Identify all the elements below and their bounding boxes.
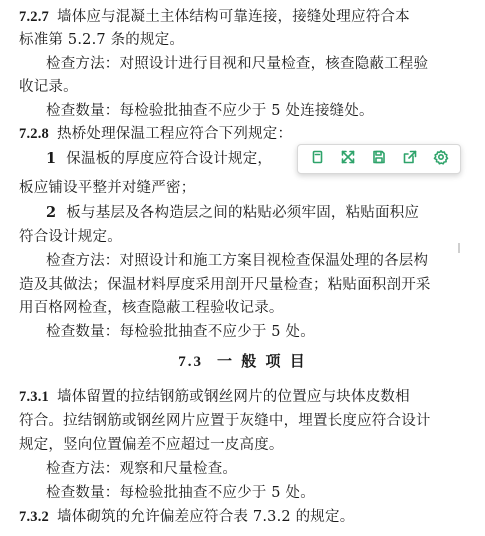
floating-toolbar: [297, 144, 461, 174]
list-item-text: 符合设计规定。: [19, 229, 122, 245]
list-item-text: 保温板的厚度应符合设计规定，: [66, 151, 273, 167]
inspection-method-line-1: [46, 53, 475, 75]
inspection-method-text: 检查方法：观察和尺量检查。: [46, 461, 238, 477]
share-icon: [402, 149, 418, 169]
settings-button[interactable]: [429, 147, 453, 171]
copy-icon: [309, 149, 325, 169]
clause-text: 标准第 5.2.7 条的规定。: [19, 32, 185, 48]
inspection-method-line-3: [19, 297, 475, 319]
section-title: 一 般 项 目: [217, 352, 307, 370]
inspection-method-text: 收记录。: [19, 79, 78, 95]
list-item-number: 1: [46, 150, 57, 167]
clause-text: 墙体留置的拉结钢筋或钢丝网片的位置应与块体皮数相: [57, 389, 410, 405]
inspection-method-text: 检查方法：对照设计进行目视和尺量检查，核查隐蔽工程验: [46, 56, 429, 72]
clause-7-2-7-line-2: [19, 29, 475, 51]
inspection-quantity-text: 检查数量：每检验批抽查不应少于 5 处。: [46, 485, 315, 501]
clause-7-3-1-line-1: [19, 386, 475, 408]
list-item-2: [46, 202, 475, 224]
list-item-text: 板应铺设平整并对缝严密；: [19, 180, 196, 196]
clause-text: 规定，竖向位置偏差不应超过一皮高度。: [19, 437, 284, 453]
clause-7-3-1-line-2: [19, 410, 475, 432]
inspection-method-line-2: [19, 76, 475, 98]
clause-7-3-1-line-3: [19, 434, 475, 456]
section-number: 7.3: [178, 354, 204, 370]
inspection-method-text: 造及其做法；保温材料厚度采用剖开尺量检查；粘贴面积剖开采: [19, 277, 431, 293]
clause-7-2-7-line-1: [19, 6, 475, 28]
save-icon: [371, 149, 387, 169]
inspection-method-text: 用百格网检查，核查隐蔽工程验收记录。: [19, 300, 284, 316]
inspection-method-line-2: [19, 274, 475, 296]
scan-mark: [458, 243, 460, 253]
list-item-2-continued: [19, 226, 475, 248]
clause-text: 热桥处理保温工程应符合下列规定：: [57, 126, 293, 142]
copy-button[interactable]: [305, 147, 329, 171]
inspection-quantity: [46, 100, 475, 122]
inspection-method-text: 检查方法：对照设计和施工方案目视检查保温处理的各层构: [46, 253, 429, 269]
clause-number: 7.3.2: [19, 509, 49, 525]
inspection-quantity: [46, 321, 475, 343]
settings-icon: [433, 149, 449, 169]
clause-text: 墙体应与混凝土主体结构可靠连接，接缝处理应符合本: [57, 9, 410, 25]
clause-number: 7.2.7: [19, 9, 49, 25]
expand-icon: [340, 149, 356, 169]
clause-number: 7.3.1: [19, 389, 49, 405]
clause-number: 7.2.8: [19, 126, 49, 142]
inspection-quantity: [46, 482, 475, 504]
inspection-method-line-1: [46, 250, 475, 272]
clause-7-3-2: [19, 506, 475, 528]
inspection-method: [46, 458, 475, 480]
clause-text: 墙体砌筑的允许偏差应符合表 7.3.2 的规定。: [57, 509, 355, 525]
inspection-quantity-text: 检查数量：每检验批抽查不应少于 5 处连接缝处。: [46, 103, 374, 119]
list-item-1-continued: [19, 177, 475, 199]
clause-text: 符合。拉结钢筋或钢丝网片应置于灰缝中，埋置长度应符合设计: [19, 413, 431, 429]
list-item-text: 板与基层及各构造层之间的粘贴必须牢固，粘贴面积应: [66, 205, 420, 221]
section-heading: [0, 350, 485, 373]
save-button[interactable]: [367, 147, 391, 171]
expand-button[interactable]: [336, 147, 360, 171]
clause-7-2-8-line-1: [19, 123, 475, 145]
inspection-quantity-text: 检查数量：每检验批抽查不应少于 5 处。: [46, 324, 315, 340]
share-button[interactable]: [398, 147, 422, 171]
list-item-number: 2: [46, 204, 57, 221]
